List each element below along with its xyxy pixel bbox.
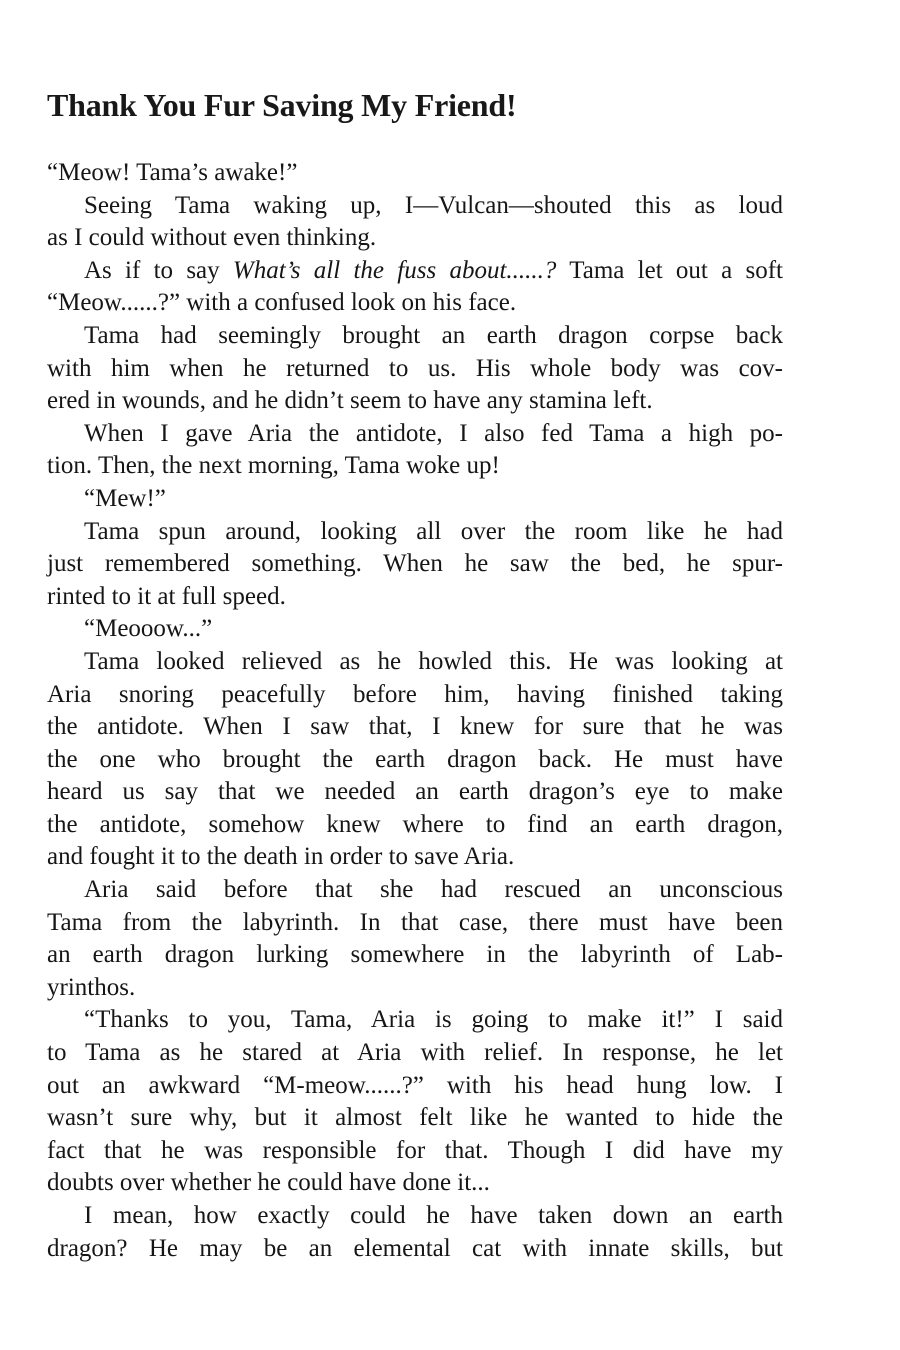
text-run: Seeing Tama waking up, I—Vulcan—shouted this as loud [84,191,783,219]
text-line [47,190,783,223]
text-line [47,939,783,972]
text-line [47,255,783,288]
text-run: an earth dragon lurking somewhere in the labyrinth of Lab- [47,941,783,969]
paragraph [47,1004,783,1200]
paragraph [47,255,783,320]
text-run: “Meow......?” with a confused look on his face. [47,289,517,317]
text-line [47,353,783,386]
text-run: heard us say that we needed an earth dragon’s eye to make [47,778,783,806]
text-line [47,1167,783,1200]
text-line [47,874,783,907]
text-run: “Mew!” [84,484,166,512]
text-line [47,548,783,581]
text-run: Tama let out a soft [556,256,784,284]
text-run: rinted to it at full speed. [47,582,286,610]
text-run: fact that he was responsible for that. Though I did have my [47,1136,783,1164]
text-line [47,287,783,320]
text-line [47,613,783,646]
text-run: just remembered something. When he saw the bed, he spur- [47,550,783,578]
text-run: the antidote, somehow knew where to find an earth dragon, [47,810,783,838]
text-run: When I gave Aria the antidote, I also fed Tama a high po- [84,419,783,447]
text-line [47,679,783,712]
text-line [47,1070,783,1103]
paragraph [47,1200,783,1265]
chapter-title: Thank You Fur Saving My Friend! [47,87,517,123]
text-line [47,1004,783,1037]
paragraph [47,613,783,646]
text-run: tion. Then, the next morning, Tama woke up! [47,452,500,480]
text-run: “Meow! Tama’s awake!” [47,159,298,186]
text-run: Tama looked relieved as he howled this. He was looking at [84,647,783,675]
text-line [47,483,783,516]
text-line [47,1135,783,1168]
text-line [47,1200,783,1233]
text-run: wasn’t sure why, but it almost felt like he wanted to hide the [47,1104,783,1132]
text-line [47,385,783,418]
text-line [47,646,783,679]
text-run: “Meooow...” [84,615,213,643]
paragraph [47,646,783,874]
text-line [47,907,783,940]
text-line [47,711,783,744]
text-line [47,841,783,874]
text-line [47,1233,783,1266]
text-run: and fought it to the death in order to save Aria. [47,843,515,871]
text-line [47,320,783,353]
text-line [47,744,783,777]
text-line [47,1037,783,1070]
text-run: “Thanks to you, Tama, Aria is going to make it!” I said [84,1006,783,1034]
text-run: Aria said before that she had rescued an unconscious [84,876,783,904]
text-run: Aria snoring peacefully before him, having finished taking [47,680,783,708]
text-line [47,157,783,190]
paragraph [47,157,783,190]
text-run: I mean, how exactly could he have taken down an earth [84,1202,783,1229]
paragraph [47,516,783,614]
text-run: to Tama as he stared at Aria with relief. In response, he let [47,1039,783,1067]
text-run: Tama from the labyrinth. In that case, there must have been [47,908,783,936]
text-line [47,972,783,1005]
text-run: the one who brought the earth dragon back. He must have [47,745,783,773]
text-line [47,1102,783,1135]
paragraph [47,190,783,255]
text-run: as I could without even thinking. [47,224,377,252]
text-run: doubts over whether he could have done it... [47,1169,490,1197]
paragraph [47,418,783,483]
text-run: the antidote. When I saw that, I knew for sure that he was [47,713,783,741]
text-run: out an awkward “M-meow......?” with his head hung low. I [47,1071,783,1099]
text-run: Tama had seemingly brought an earth dragon corpse back [84,321,783,349]
text-line [47,809,783,842]
paragraph [47,483,783,516]
text-run: As if to say [84,256,233,284]
text-run: Tama spun around, looking all over the room like he had [84,517,783,545]
text-run: yrinthos. [47,973,136,1001]
text-line [47,776,783,809]
text-line [47,450,783,483]
text-run: ered in wounds, and he didn’t seem to have any stamina left. [47,387,653,415]
page-text [47,157,783,1265]
paragraph [47,320,783,418]
italic-text-run: What’s all the fuss about......? [232,256,557,284]
text-line [47,581,783,614]
text-run: dragon? He may be an elemental cat with innate skills, but [47,1234,783,1262]
text-line [47,516,783,549]
text-line [47,222,783,255]
paragraph [47,874,783,1004]
text-run: with him when he returned to us. His whole body was cov- [47,354,783,382]
text-line [47,418,783,451]
